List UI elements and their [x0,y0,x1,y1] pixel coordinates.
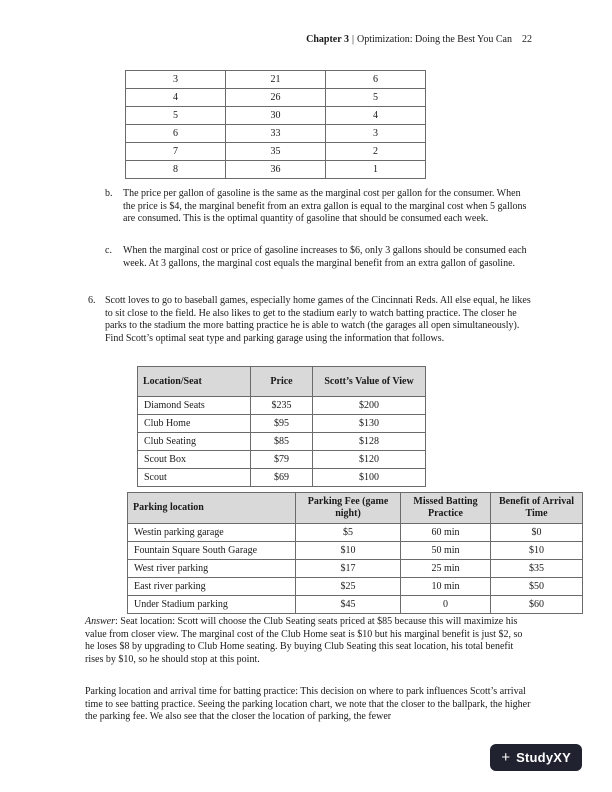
table-cell: 21 [226,71,326,89]
table-cell: $95 [251,415,313,433]
table-row [128,596,583,614]
table-cell: $235 [251,397,313,415]
table-cell: $25 [296,578,401,596]
table-header-row [128,493,583,524]
table-cell: 50 min [401,542,491,560]
table-cell: 35 [226,143,326,161]
table-cell: Diamond Seats [138,397,251,415]
table-cell: $79 [251,451,313,469]
table-cell: $10 [296,542,401,560]
table-cell: 36 [226,161,326,179]
parking-paragraph: Parking location and arrival time for batting practice: This decision on where to park influences Scott’s arrival time to see batting practice. Seeing the parking location chart, we note that the closer to the ballpark, the higher the parking fee. We also see that the closer the location of parking, the fewer [85,686,531,723]
column-header: Missed Batting Practice [401,493,491,524]
table-cell: 25 min [401,560,491,578]
marginal-values-table [125,70,426,179]
table-cell: $69 [251,469,313,487]
table-cell: $130 [313,415,426,433]
table-cell: $10 [491,542,583,560]
page-header [306,34,532,45]
table-row [128,524,583,542]
plus-icon: + [501,749,511,766]
table-row [138,469,426,487]
table-row [138,451,426,469]
table-row [126,161,426,179]
table-cell: 3 [126,71,226,89]
table-cell: 6 [126,125,226,143]
table-row [128,560,583,578]
page-number: 22 [522,34,532,45]
answer-item-b [105,188,532,226]
table-cell: $100 [313,469,426,487]
item-b-text: The price per gallon of gasoline is the same as the marginal cost per gallon for the consumer. When the price is $4, the marginal benefit from an extra gallon is equal to the marginal cost when 5 gallons are consumed. This is the optimal quantity of gasoline that should be consumed each week. [123,188,527,225]
table-cell: 7 [126,143,226,161]
table-row [128,578,583,596]
table-cell: Westin parking garage [128,524,296,542]
table-cell: Club Home [138,415,251,433]
item-c-label: c. [105,245,112,256]
table-cell: $60 [491,596,583,614]
table-row [138,397,426,415]
table-row [138,433,426,451]
table-cell: 3 [326,125,426,143]
table-row [126,143,426,161]
table-cell: $128 [313,433,426,451]
studyxy-logo [490,744,582,771]
chapter-label: Chapter 3 [306,34,349,45]
table-cell: Under Stadium parking [128,596,296,614]
question-6-label: 6. [88,295,96,306]
table-cell: $85 [251,433,313,451]
answer-text: : Seat location: Scott will choose the Club Seating seats priced at $85 because this will maximize his value from closer view. The marginal cost of the Club Home seat is $10 but his marginal benefit is just $2, so he loses $8 by upgrading to Club Home seating. By buying Club Seating this seat location, his total benefit rises by $10, so he should stop at this point. [85,616,523,665]
table-cell: 4 [326,107,426,125]
answer-label: Answer [85,616,115,627]
column-header: Location/Seat [138,367,251,397]
table-cell: $5 [296,524,401,542]
table-cell: $35 [491,560,583,578]
table-cell: $120 [313,451,426,469]
table-row [128,542,583,560]
column-header: Parking Fee (game night) [296,493,401,524]
item-c-text: When the marginal cost or price of gasoline increases to $6, only 3 gallons should be consumed each week. At 3 gallons, the marginal cost equals the marginal benefit from an extra gallon of gasoline. [123,245,527,269]
item-b-label: b. [105,188,113,199]
parking-table [127,492,583,614]
column-header: Price [251,367,313,397]
table-cell: East river parking [128,578,296,596]
question-6 [88,295,532,345]
table-cell: 8 [126,161,226,179]
seat-price-table [137,366,426,487]
table-cell: 5 [126,107,226,125]
answer-paragraph [85,616,532,666]
table-row [126,71,426,89]
table-cell: West river parking [128,560,296,578]
header-divider: | [351,34,354,45]
column-header: Benefit of Arrival Time [491,493,583,524]
table-row [126,107,426,125]
table-cell: $0 [491,524,583,542]
chapter-title: Optimization: Doing the Best You Can [357,34,512,45]
table-cell: 4 [126,89,226,107]
table-cell: Scout [138,469,251,487]
table-cell: Fountain Square South Garage [128,542,296,560]
table-cell: $17 [296,560,401,578]
table-cell: 60 min [401,524,491,542]
question-6-text: Scott loves to go to baseball games, especially home games of the Cincinnati Reds. All else equal, he likes to sit close to the field. He also likes to get to the stadium early to watch batting practice. The closer he parks to the stadium the more batting practice he is able to watch (the garages all open simultaneously). Find Scott’s optimal seat type and parking garage using the information that follows. [105,295,531,344]
table-cell: 1 [326,161,426,179]
table-cell: 26 [226,89,326,107]
logo-brand-text: StudyXY [516,750,571,765]
table-cell: $45 [296,596,401,614]
table-cell: $50 [491,578,583,596]
table-row [138,415,426,433]
table-header-row [138,367,426,397]
table-cell: 0 [401,596,491,614]
table-cell: 10 min [401,578,491,596]
table-cell: Scout Box [138,451,251,469]
table-row [126,125,426,143]
column-header: Scott’s Value of View [313,367,426,397]
table-cell: 5 [326,89,426,107]
table-row [126,89,426,107]
answer-item-c [105,245,532,270]
table-cell: Club Seating [138,433,251,451]
table-cell: 30 [226,107,326,125]
table-cell: 2 [326,143,426,161]
table-cell: 33 [226,125,326,143]
table-cell: $200 [313,397,426,415]
table-cell: 6 [326,71,426,89]
column-header: Parking location [128,493,296,524]
